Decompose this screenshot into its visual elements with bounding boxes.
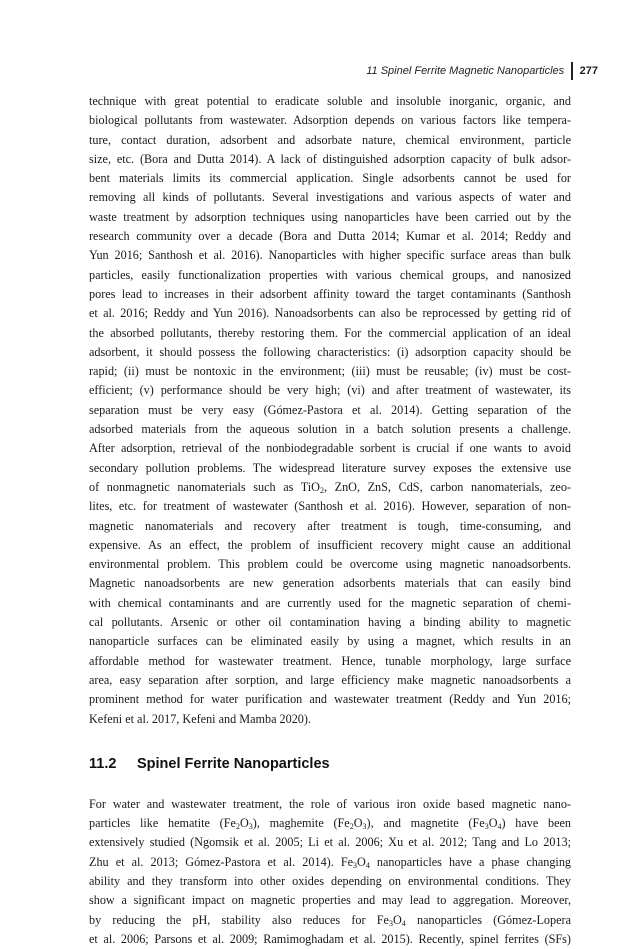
text-line: nanoparticle surfaces can be eliminated easily by using a magnet, which results in an (89, 634, 571, 649)
text-fragment: ), and magnetite (Fe (366, 816, 485, 831)
text-line: For water and wastewater treatment, the role of various iron oxide based magnetic nano- (89, 796, 571, 811)
text-fragment: , ZnO, ZnS, CdS, carbon nanomaterials, zeo- (323, 479, 571, 494)
text-line: extensively studied (Ngomsik et al. 2005; Li et al. 2006; Xu et al. 2012; Tang and Lo 2013; (89, 835, 571, 850)
text-line: show a significant impact on magnetic properties and may lead to aggregation. Moreover, (89, 893, 571, 908)
text-line: magnetic nanomaterials and recovery after treatment is tough, time-consuming, and (89, 518, 571, 533)
subscript: 4 (497, 822, 502, 832)
subscript: 3 (248, 822, 253, 832)
body-text (89, 92, 571, 949)
text-line: environmental problem. This problem could be overcome using magnetic nanoadsorbents. (89, 557, 571, 572)
subscript: 3 (388, 918, 393, 928)
text-line: et al. 2016; Reddy and Yun 2016). Nanoadsorbents can also be reprocessed by getting rid of (89, 306, 571, 321)
subscript: 3 (362, 822, 367, 832)
text-line: secondary pollution problems. The widespread literature survey exposes the extensive use (89, 460, 571, 475)
text-line: Yun 2016; Santhosh et al. 2016). Nanoparticles with higher specific surface areas than bulk (89, 248, 571, 263)
text-line: pores lead to increases in their adsorbent affinity toward the target contaminants (Santhosh (89, 286, 571, 301)
text-line: particles, easily functionalization properties with various chemical groups, and nanosized (89, 267, 571, 282)
text-line: lites, etc. for treatment of wastewater (Santhosh et al. 2016). However, separation of non- (89, 499, 571, 514)
text-line (89, 478, 571, 497)
text-line: rapid; (ii) must be nontoxic in the environment; (iii) must be reusable; (iv) must be cost- (89, 364, 571, 379)
text-line: biological pollutants from wastewater. Adsorption depends on various factors like tempera- (89, 113, 571, 128)
subscript: 3 (353, 860, 358, 870)
text-line: bent materials limits its commercial application. Single adsorbents cannot be used for (89, 171, 571, 186)
text-line: research community over a decade (Bora and Dutta 2014; Kumar et al. 2014; Reddy and (89, 229, 571, 244)
subscript: 2 (319, 485, 324, 495)
text-fragment: O (392, 912, 402, 927)
text-line (89, 814, 571, 833)
text-fragment: O (488, 816, 498, 831)
section-title: Spinel Ferrite Nanoparticles (137, 755, 330, 772)
text-line: technique with great potential to eradicate soluble and insoluble inorganic, organic, and (89, 94, 571, 108)
text-line: prominent method for water purification and wastewater treatment (Reddy and Yun 2016; (89, 692, 571, 707)
subscript: 2 (349, 822, 354, 832)
text-line: After adsorption, retrieval of the nonbiodegradable sorbent is crucial if one wants to avoid (89, 441, 571, 456)
paragraph (89, 795, 571, 949)
text-line: ture, contact duration, adsorbent and adsorbate nature, chemical environment, particle (89, 132, 571, 147)
running-head-title: 11 Spinel Ferrite Magnetic Nanoparticles (366, 65, 565, 77)
subscript: 3 (484, 822, 489, 832)
section-heading (89, 753, 571, 775)
text-line: ability and they transform into other oxides depending on environmental conditions. They (89, 873, 571, 888)
text-line: size, etc. (Bora and Dutta 2014). A lack of distinguished adsorption capacity of bulk adsor- (89, 151, 571, 166)
running-head (366, 62, 598, 80)
text-line: expensive. As an effect, the problem of insufficient recovery might cause an additional (89, 537, 571, 552)
text-fragment: O (239, 816, 249, 831)
text-fragment: ) have been (501, 816, 572, 831)
page-number: 277 (579, 65, 598, 77)
text-line: with chemical contaminants and are currently used for the magnetic separation of chemi- (89, 595, 571, 610)
text-line: separation must be very easy (Gómez-Pastora et al. 2014). Getting separation of the (89, 402, 571, 417)
text-fragment: of nonmagnetic nanomaterials such as TiO (89, 479, 320, 494)
text-line: Kefeni et al. 2017, Kefeni and Mamba 2020). (89, 711, 312, 726)
text-line: affordable method for wastewater treatment. Hence, tunable morphology, large surface (89, 653, 571, 668)
text-line: adsorbed materials from the aqueous solution in a batch solution presents a challenge. (89, 422, 571, 437)
subscript: 2 (235, 822, 240, 832)
text-fragment: particles like hematite (Fe (89, 816, 236, 831)
text-fragment: O (353, 816, 363, 831)
subscript: 4 (401, 918, 406, 928)
text-fragment: nanoparticles have a phase changing (369, 854, 572, 869)
section-number: 11.2 (89, 755, 117, 772)
text-line (89, 853, 571, 872)
text-line: Magnetic nanoadsorbents are new generation adsorbents materials that can easily bind (89, 576, 571, 591)
text-fragment: O (357, 854, 366, 869)
subscript: 4 (365, 860, 370, 870)
text-line: et al. 2006; Parsons et al. 2009; Ramimoghadam et al. 2015). Recently, spinel ferrites (SFs) (89, 931, 571, 946)
text-fragment: by reducing the pH, stability also reduces for Fe (89, 912, 389, 927)
text-line (89, 911, 571, 930)
paragraph (89, 92, 571, 729)
text-fragment: Zhu et al. 2013; Gómez-Pastora et al. 2014). Fe (89, 854, 354, 869)
text-line: the absorbed pollutants, thereby restoring them. For the commercial application of an ideal (89, 325, 571, 340)
text-line: area, easy separation after sorption, and large efficiency make magnetic nanoadsorbents a (89, 672, 571, 687)
text-fragment: ), maghemite (Fe (252, 816, 350, 831)
text-fragment: nanoparticles (Gómez-Lopera (405, 912, 571, 927)
text-line: cal pollutants. Arsenic or other oil contamination having a binding ability to magnetic (89, 615, 571, 630)
text-line: removing all kinds of pollutants. Several investigations and various aspects of water and (89, 190, 571, 205)
text-line: waste treatment by adsorption techniques using nanoparticles have been carried out by the (89, 209, 571, 224)
text-line: efficient; (v) performance should be very high; (vi) and after treatment of wastewater, its (89, 383, 571, 398)
text-line: adsorbent, it should possess the following characteristics: (i) adsorption capacity should be (89, 344, 571, 359)
